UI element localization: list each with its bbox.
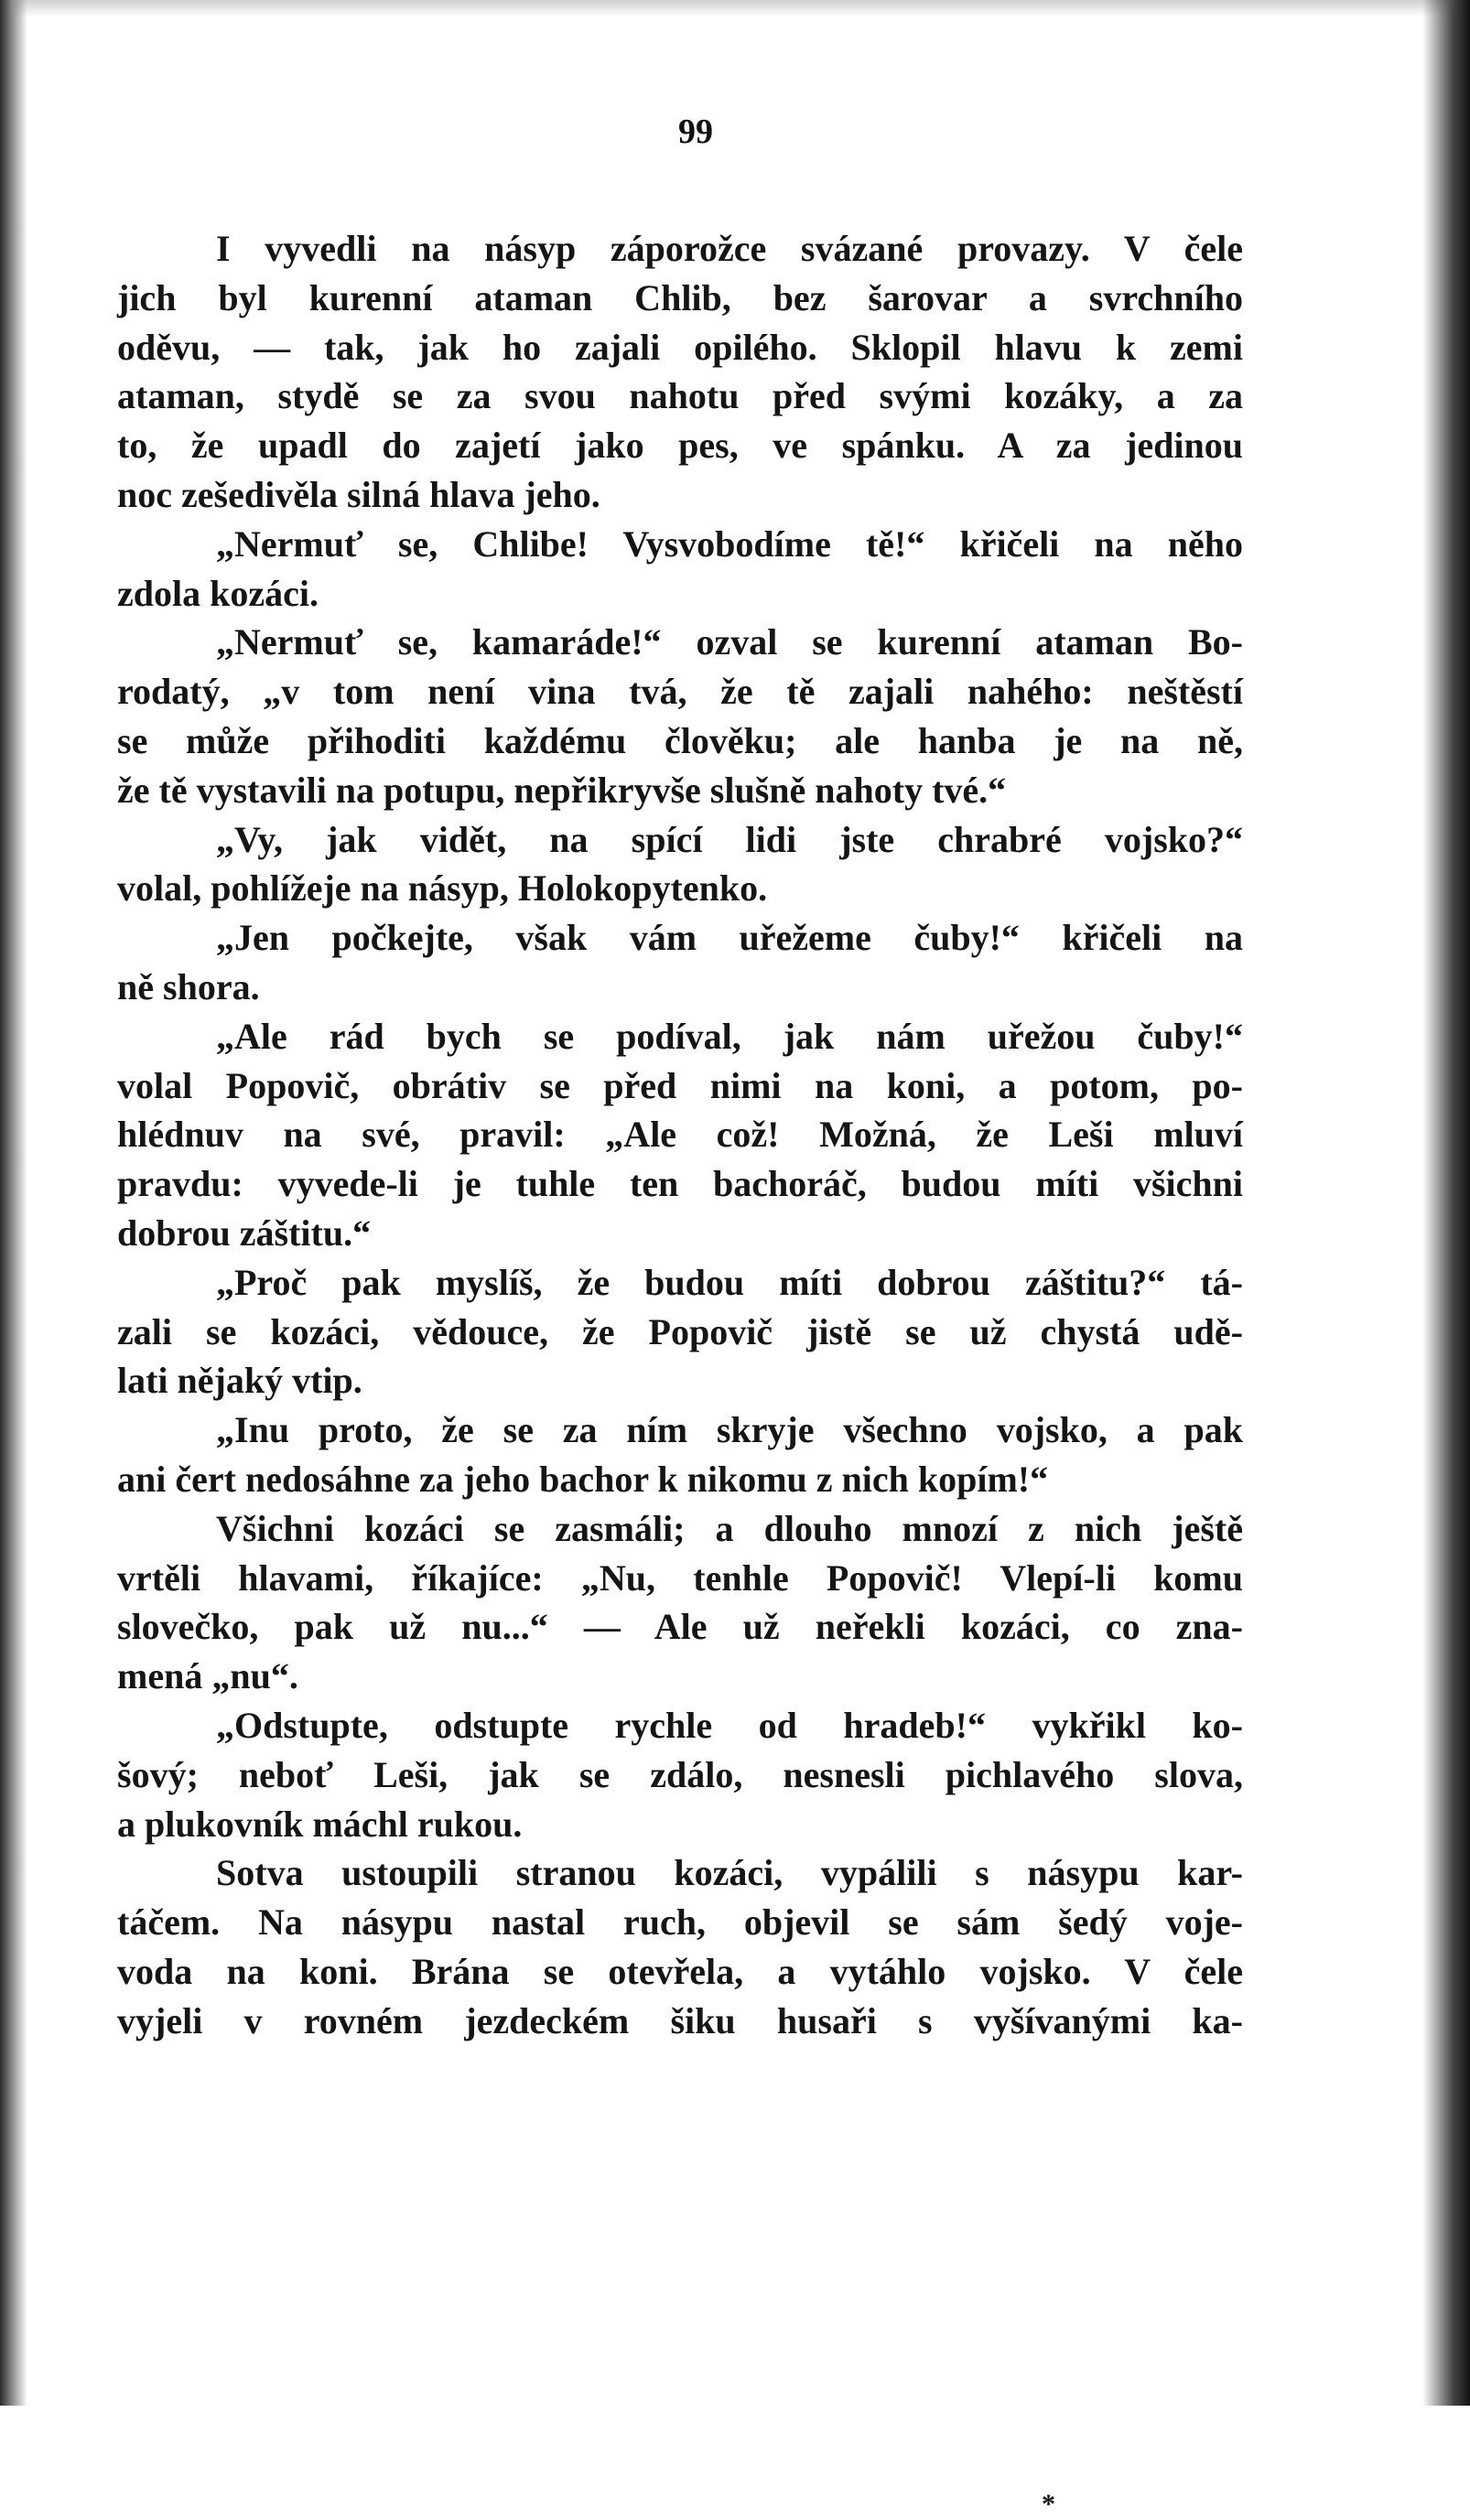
text-line: táčem. Na násypu nastal ruch, objevil se sám šedý voje- (117, 1901, 1243, 1944)
text-line: pravdu: vyvede-li je tuhle ten bachoráč, budou míti všichni (117, 1163, 1243, 1205)
text-line: „Vy, jak vidět, na spící lidi jste chrabré vojsko?“ (216, 818, 1243, 860)
text-line: „Nermuť se, Chlibe! Vysvobodíme tě!“ křičeli na něho (216, 522, 1243, 565)
text-line: voda na koni. Brána se otevřela, a vytáhlo vojsko. V čele (117, 1950, 1243, 1992)
text-line: se může přihoditi každému člověku; ale hanba je na ně, (117, 719, 1243, 761)
text-line: lati nějaký vtip. (117, 1360, 362, 1402)
text-line: „Proč pak myslíš, že budou míti dobrou záštitu?“ tá- (216, 1261, 1243, 1303)
text-line: Sotva ustoupili stranou kozáci, vypálili s násypu kar- (216, 1852, 1243, 1894)
text-line: slovečko, pak už nu...“ — Ale už neřekli kozáci, co zna- (117, 1606, 1243, 1648)
text-line: ataman, stydě se za svou nahotu před svými kozáky, a za (117, 375, 1243, 417)
text-line: Všichni kozáci se zasmáli; a dlouho mnozí z nich ještě (216, 1507, 1243, 1549)
text-line: že tě vystavili na potupu, nepřikryvše slušně nahoty tvé.“ (117, 769, 1007, 811)
text-line: volal, pohlížeje na násyp, Holokopytenko. (117, 867, 768, 910)
text-line: noc zešedivěla silná hlava jeho. (117, 473, 600, 515)
text-block (117, 224, 1243, 2045)
text-line: zali se kozáci, vědouce, že Popovič jistě se už chystá udě- (117, 1310, 1243, 1352)
text-line: vyjeli v rovném jezdeckém šiku husaři s vyšívanými ka- (117, 1999, 1243, 2041)
left-paper-edge (0, 0, 27, 2406)
text-line: a plukovník máchl rukou. (117, 1803, 523, 1845)
text-line: „Nermuť se, kamaráde!“ ozval se kurenní ataman Bo- (216, 621, 1243, 663)
text-line: šový; neboť Leši, jak se zdálo, nesnesli pichlavého slova, (117, 1753, 1243, 1795)
text-line: ani čert nedosáhne za jeho bachor k nikomu z nich kopím!“ (117, 1458, 1049, 1500)
right-paper-edge (1422, 0, 1470, 2406)
signature-mark: * (1042, 2489, 1055, 2519)
text-line: rodatý, „v tom není vina tvá, že tě zajali nahého: neštěstí (117, 671, 1243, 713)
text-line: I vyvedli na násyp záporožce svázané provazy. V čele (216, 228, 1243, 269)
text-line: zdola kozáci. (117, 572, 319, 614)
text-line: „Inu proto, že se za ním skryje všechno vojsko, a pak (216, 1409, 1243, 1451)
text-line: jich byl kurenní ataman Chlib, bez šarovar a svrchního (117, 276, 1243, 318)
text-line: „Ale rád bych se podíval, jak nám uřežou čuby!“ (216, 1015, 1243, 1057)
text-line: oděvu, — tak, jak ho zajali opilého. Sklopil hlavu k zemi (117, 326, 1243, 368)
text-line: ně shora. (117, 965, 260, 1007)
text-line: to, že upadl do zajetí jako pes, ve spánku. A za jedinou (117, 425, 1243, 467)
top-paper-shadow (0, 0, 1470, 16)
text-line: vrtěli hlavami, říkajíce: „Nu, tenhle Popovič! Vlepí-li komu (117, 1556, 1243, 1599)
text-line: volal Popovič, obrátiv se před nimi na koni, a potom, po- (117, 1064, 1243, 1106)
text-line: „Jen počkejte, však vám uřežeme čuby!“ křičeli na (216, 917, 1243, 959)
page-number: 99 (678, 113, 713, 151)
text-line: mená „nu“. (117, 1655, 298, 1697)
text-line: dobrou záštitu.“ (117, 1212, 372, 1254)
text-line: „Odstupte, odstupte rychle od hradeb!“ vykřikl ko- (216, 1704, 1243, 1746)
text-line: hlédnuv na své, pravil: „Ale což! Možná, že Leši mluví (117, 1114, 1243, 1156)
